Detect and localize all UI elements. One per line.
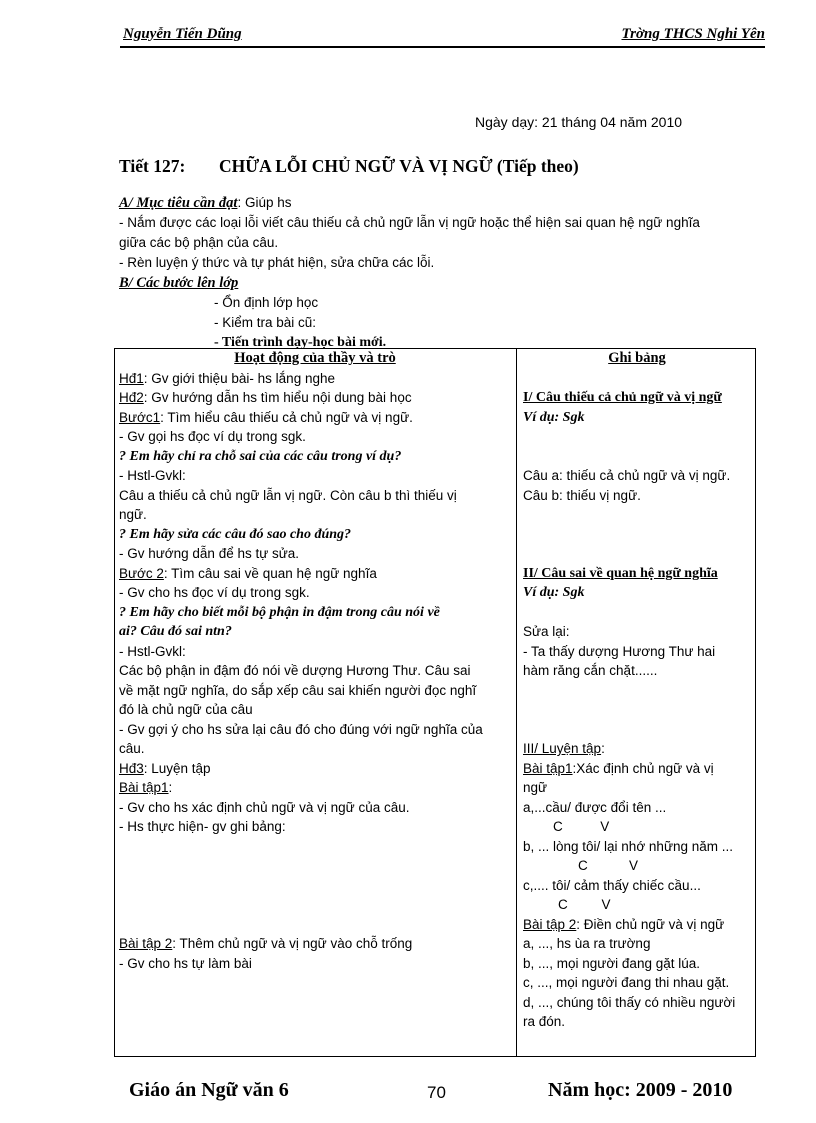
activity-label: Hđ2: [119, 390, 144, 405]
question: ? Em hãy cho biết mỗi bộ phận in đậm trong câu nói về: [119, 604, 440, 620]
lesson-title-text: CHỮA LỖI CHỦ NGỮ VÀ VỊ NGỮ (Tiếp theo): [219, 156, 579, 176]
board-line: b, ... lòng tôi/ lại nhớ những năm ...: [523, 838, 734, 854]
board-notes-column: [523, 349, 751, 1032]
board-line: ngữ: [523, 780, 548, 795]
table-line: - Hstl-Gvkl:: [119, 468, 186, 483]
table-line: ngữ.: [119, 507, 147, 522]
subject-predicate-marks: C V: [553, 819, 610, 834]
section-heading: II/ Câu sai về quan hệ ngữ nghĩa: [523, 565, 718, 581]
section-heading-suffix: :: [601, 741, 605, 756]
step-text: : Tìm hiểu câu thiếu cả chủ ngữ và vị ngữ.: [160, 409, 413, 425]
teacher-activity-column: [119, 349, 511, 973]
board-line: hàm răng cắn chặt......: [523, 663, 658, 678]
table-line: Câu a thiếu cả chủ ngữ lẫn vị ngữ. Còn câu b thì thiếu vị: [119, 487, 457, 503]
objectives-heading: A/ Mục tiêu cần đạt: [119, 195, 238, 211]
section-heading: III/ Luyện tập: [523, 741, 602, 756]
question: ? Em hãy sửa các câu đó sao cho đúng?: [119, 526, 352, 542]
page-number: 70: [427, 1083, 446, 1102]
activity-text: : Gv giới thiệu bài- hs lắng nghe: [143, 370, 335, 386]
board-line: b, ..., mọi người đang gặt lúa.: [523, 955, 700, 971]
objectives-heading-suffix: : Giúp hs: [237, 195, 292, 210]
step-label: Bước1: [119, 409, 161, 425]
board-line: Câu a: thiếu cả chủ ngữ và vị ngữ.: [523, 468, 731, 483]
left-column-header: Hoạt động của thầy và trò: [234, 350, 396, 366]
exercise-text: : Điền chủ ngữ và vị ngữ: [576, 916, 725, 932]
exercise-text: : Thêm chủ ngữ và vị ngữ vào chỗ trống: [172, 936, 413, 951]
exercise-label: Bài tập 2: [119, 936, 173, 951]
lesson-title: [119, 156, 579, 177]
footer-course: Giáo án Ngữ văn 6: [129, 1079, 289, 1101]
table-line: - Hs thực hiện- gv ghi bảng:: [119, 819, 286, 834]
exercise-label: Bài tập1: [523, 760, 573, 776]
lesson-table: [114, 348, 756, 1057]
steps-heading: B/ Các bước lên lớp: [119, 275, 239, 291]
objectives-section: [119, 193, 749, 353]
question: ai? Câu đó sai ntn?: [119, 624, 232, 639]
column-divider: [516, 349, 517, 1056]
table-line: câu.: [119, 741, 145, 756]
activity-label: Hđ3: [119, 760, 144, 776]
subject-predicate-marks: C V: [578, 858, 639, 873]
board-line: c,.... tôi/ cảm thấy chiếc cầu...: [523, 877, 701, 893]
board-line: c, ..., mọi người đang thi nhau gặt.: [523, 975, 730, 990]
subject-predicate-marks: C V: [558, 897, 611, 912]
example-ref: Ví dụ: Sgk: [523, 585, 585, 600]
objective-line: - Nắm được các loại lỗi viết câu thiếu cả chủ ngữ lẫn vị ngữ hoặc thể hiện sai quan hệ ngữ nghĩa: [119, 215, 700, 230]
board-line: a, ..., hs ùa ra trường: [523, 936, 651, 951]
table-line: Các bộ phận in đậm đó nói về dượng Hương Thư. Câu sai: [119, 663, 471, 678]
exercise-label: Bài tập1: [119, 780, 169, 795]
right-column-header: Ghi bảng: [608, 350, 666, 366]
board-line: d, ..., chúng tôi thấy có nhiều người: [523, 994, 736, 1010]
table-line: - Gv gọi hs đọc ví dụ trong sgk.: [119, 429, 306, 444]
table-line: - Gv gợi ý cho hs sửa lại câu đó cho đúng với ngữ nghĩa của: [119, 721, 483, 737]
step-text: : Tìm câu sai về quan hệ ngữ nghĩa: [163, 565, 377, 581]
page-header: [120, 26, 765, 48]
lesson-date: Ngày dạy: 21 tháng 04 năm 2010: [475, 114, 683, 130]
table-line: - Gv cho hs xác định chủ ngữ và vị ngữ của câu.: [119, 799, 410, 815]
activity-text: : Luyện tập: [143, 760, 211, 776]
objective-line: giữa các bộ phận của câu.: [119, 235, 279, 250]
step-item: - Tiến trình dạy-học bài mới.: [214, 335, 387, 350]
step-item: - Kiểm tra bài cũ:: [214, 315, 317, 330]
activity-label: Hđ1: [119, 370, 144, 386]
board-line: ra đón.: [523, 1014, 566, 1029]
school-name: Trờng THCS Nghi Yên: [621, 26, 765, 42]
exercise-text: :: [168, 780, 173, 795]
board-line: Sửa lại:: [523, 624, 570, 639]
exercise-text: :Xác định chủ ngữ và vị: [572, 760, 714, 776]
step-label: Bước 2: [119, 565, 164, 581]
activity-text: : Gv hướng dẫn hs tìm hiểu nội dung bài học: [143, 390, 412, 405]
table-line: - Gv hướng dẫn để hs tự sửa.: [119, 546, 300, 561]
objective-line: - Rèn luyện ý thức và tự phát hiện, sửa chữa các lỗi.: [119, 255, 435, 270]
question: ? Em hãy chỉ ra chỗ sai của các câu trong ví dụ?: [119, 448, 402, 464]
table-line: - Gv cho hs tự làm bài: [119, 955, 252, 971]
table-line: về mặt ngữ nghĩa, do sắp xếp câu sai khiến người đọc nghĩ: [119, 682, 477, 698]
footer-school-year: Năm học: 2009 - 2010: [548, 1079, 733, 1101]
table-line: - Gv cho hs đọc ví dụ trong sgk.: [119, 585, 310, 600]
table-line: đó là chủ ngữ của câu: [119, 702, 253, 717]
exercise-label: Bài tập 2: [523, 916, 577, 932]
lesson-number: Tiết 127:: [119, 156, 186, 176]
example-ref: Ví dụ: Sgk: [523, 409, 585, 425]
section-heading: I/ Câu thiếu cả chủ ngữ và vị ngữ: [523, 390, 722, 405]
board-line: Câu b: thiếu vị ngữ.: [523, 487, 641, 503]
board-line: a,...cầu/ được đổi tên ...: [523, 799, 667, 815]
table-line: - Hstl-Gvkl:: [119, 643, 186, 659]
board-line: - Ta thấy dượng Hương Thư hai: [523, 643, 716, 659]
author-name: Nguyễn Tiến Dũng: [123, 26, 242, 42]
step-item: - Ổn định lớp học: [214, 295, 319, 310]
